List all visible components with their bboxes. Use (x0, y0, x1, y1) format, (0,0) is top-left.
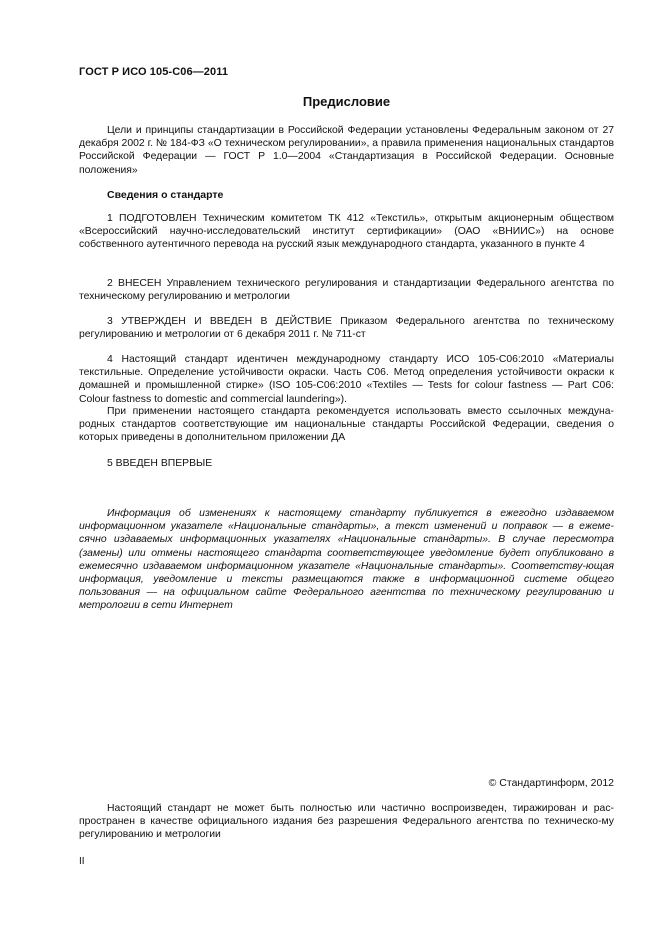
page-number: II (79, 856, 85, 867)
item-1-paragraph: 1 ПОДГОТОВЛЕН Техническим комитетом ТК 412 «Текстиль», открытым акционерным обществом «Всероссийский научно-исследовательский институт сертификации» (ОАО «ВНИИС») на основе собственного аутентичного перевода на русский язык международного стандарта, указанного в пункте 4 (79, 213, 614, 251)
footer-paragraph: Настоящий стандарт не может быть полностью или частично воспроизведен, тиражирован и рас-пространен в качестве официального издания без разрешения Федерального агентства по техническо-му регулированию и метрологии (79, 803, 614, 841)
item-4-note-paragraph: При применении настоящего стандарта рекомендуется использовать вместо ссылочных междуна-родных стандартов соответствующие им национальные стандарты Российской Федерации, сведения о которых приведены в дополнительном приложении ДА (79, 406, 614, 444)
item-2-paragraph: 2 ВНЕСЕН Управлением технического регулирования и стандартизации Федерального агентства по техническому регулированию и метрологии (79, 278, 614, 303)
document-id-header: ГОСТ Р ИСО 105-С06—2011 (79, 66, 229, 78)
item-3-paragraph: 3 УТВЕРЖДЕН И ВВЕДЕН В ДЕЙСТВИЕ Приказом Федерального агентства по техническому регулированию и метрологии от 6 декабря 2011 г. № 711-ст (79, 316, 614, 341)
intro-paragraph: Цели и принципы стандартизации в Российской Федерации установлены Федеральным законом от 27 декабря 2002 г. № 184-ФЗ «О техническом регулировании», а правила применения национальных стандартов Российской Федерации — ГОСТ Р 1.0—2004 «Стандартизация в Российской Федерации. Основные положения» (79, 125, 614, 176)
item-4-paragraph: 4 Настоящий стандарт идентичен международному стандарту ИСО 105-С06:2010 «Материалы текстильные. Определение устойчивости окраски. Часть С06. Метод определения устойчивости окраски к домашней и промышленной стирке» (ISO 105-C06:2010 «Textiles — Tests for colour fastness — Part C06: Colour fastness to domestic and commercial laundering»). (79, 354, 614, 405)
page-title: Предисловие (302, 94, 391, 109)
item-5-paragraph: 5 ВВЕДЕН ВПЕРВЫЕ (107, 458, 213, 469)
copyright-line: © Стандартинформ, 2012 (488, 777, 614, 789)
notice-paragraph: Информация об изменениях к настоящему стандарту публикуется в ежегодно издаваемом информационном указателе «Национальные стандарты», а текст изменений и поправок — в ежеме-сячно издаваемых информационных указателях «Национальные стандарты». В случае пересмотра (замены) или отмены настоящего стандарта соответствующее уведомление будет опубликовано в ежемесячно издаваемом информационном указателе «Национальные стандарты». Соответству-ющая информация, уведомление и тексты размещаются также в информационной системе общего пользования — на официальном сайте Федерального агентства по техническому регулированию и метрологии в сети Интернет (79, 508, 614, 612)
section-subheading: Сведения о стандарте (107, 189, 224, 201)
